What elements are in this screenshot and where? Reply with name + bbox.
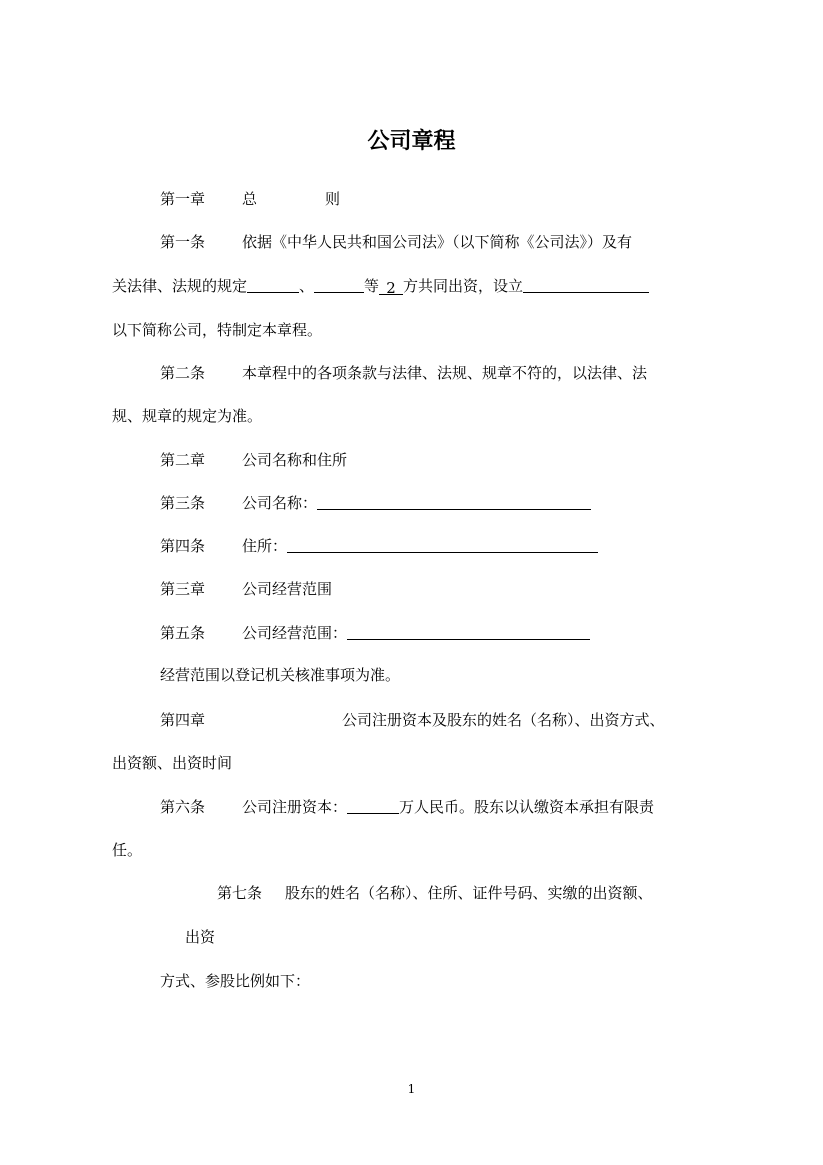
chapter-1-label: 第一章 — [160, 190, 206, 208]
article-4-line — [160, 536, 598, 556]
article-6-text-1: 公司注册资本： — [242, 798, 348, 816]
chapter-1-heading — [160, 189, 340, 209]
chapter-4-line-1 — [160, 710, 665, 730]
registered-capital-field — [347, 797, 399, 814]
chapter-3-title: 公司经营范围 — [242, 580, 333, 598]
article-5-note: 经营范围以登记机关核准事项为准。 — [160, 666, 401, 684]
business-scope-field — [347, 623, 590, 640]
article-1-text-2b: 等 — [364, 277, 380, 295]
article-2-text-1: 本章程中的各项条款与法律、法规、规章不符的，以法律、法 — [242, 364, 648, 382]
address-field — [287, 536, 598, 553]
chapter-4-line-2: 出资额、出资时间 — [112, 754, 233, 772]
article-1-separator: 、 — [299, 277, 315, 295]
chapter-3-label: 第三章 — [160, 580, 206, 598]
company-name-blank — [523, 276, 649, 293]
article-4-label: 第四条 — [160, 537, 206, 555]
article-6-line-2: 任。 — [112, 841, 143, 859]
article-1-label: 第一条 — [160, 233, 206, 251]
chapter-1-title-part1: 总 — [242, 190, 258, 208]
article-2-line-2: 规、规章的规定为准。 — [112, 407, 263, 425]
article-5-label: 第五条 — [160, 624, 206, 642]
article-2-label: 第二条 — [160, 364, 206, 382]
article-1-line-2 — [112, 276, 649, 296]
article-3-label: 第三条 — [160, 494, 206, 512]
article-1-line-1 — [160, 232, 632, 252]
article-1-text-2a: 关法律、法规的规定 — [112, 277, 248, 295]
article-6-line-1 — [160, 797, 654, 817]
page-number: 1 — [407, 1082, 416, 1096]
article-7-label: 第七条 — [217, 884, 263, 902]
article-1-text-2c: 方共同出资，设立 — [403, 277, 524, 295]
article-5-text: 公司经营范围： — [242, 624, 348, 642]
article-3-text: 公司名称： — [242, 494, 318, 512]
chapter-3-heading — [160, 579, 332, 599]
chapter-2-title: 公司名称和住所 — [242, 451, 348, 469]
document-title: 公司章程 — [367, 129, 456, 154]
chapter-2-heading — [160, 450, 347, 470]
founder-1-blank — [247, 276, 299, 293]
chapter-4-title-1: 公司注册资本及股东的姓名（名称）、出资方式、 — [342, 711, 665, 729]
chapter-2-label: 第二章 — [160, 451, 206, 469]
chapter-4-label: 第四章 — [160, 711, 206, 729]
article-6-label: 第六条 — [160, 798, 206, 816]
article-7-line-2: 出资 — [185, 928, 216, 946]
article-7-text-1: 股东的姓名（名称）、住所、证件号码、实缴的出资额、 — [285, 884, 653, 902]
article-6-text-1b: 万人民币。股东以认缴资本承担有限责 — [399, 798, 655, 816]
article-3-line — [160, 493, 591, 513]
article-2-line-1 — [160, 363, 647, 383]
article-5-line — [160, 623, 590, 643]
founder-count: 2 — [379, 278, 403, 295]
article-1-text-1: 依据《中华人民共和国公司法》（以下简称《公司法》）及有 — [242, 233, 633, 251]
chapter-1-title-part2: 则 — [325, 190, 341, 208]
founder-2-blank — [314, 276, 364, 293]
article-7-line-3: 方式、参股比例如下： — [160, 972, 311, 990]
article-4-text: 住所： — [242, 537, 288, 555]
article-1-line-3: 以下简称公司，特制定本章程。 — [112, 321, 323, 339]
article-7-line-1 — [217, 883, 653, 903]
company-name-field — [317, 493, 591, 510]
